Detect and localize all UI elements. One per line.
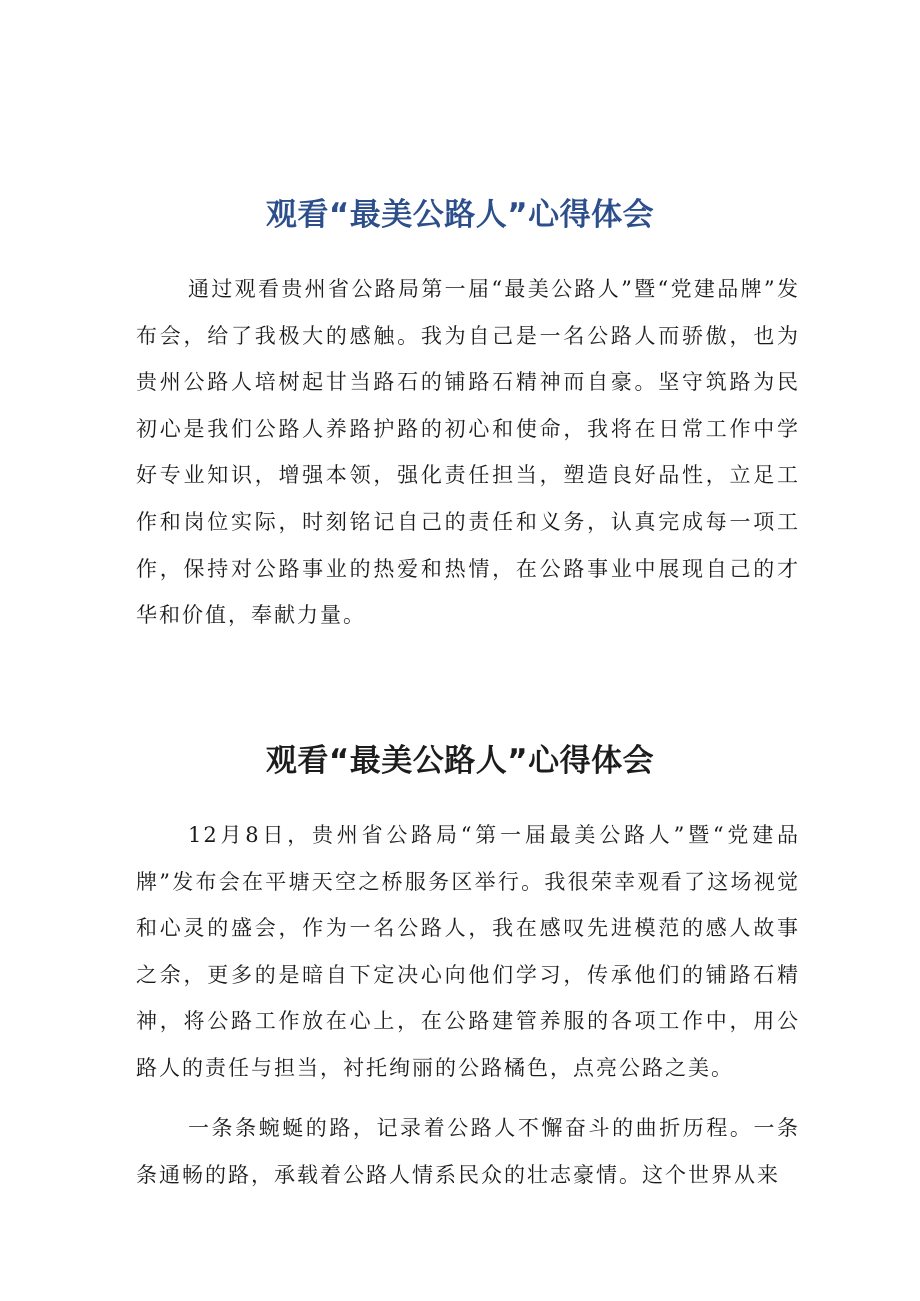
- section-2-title: 观看“最美公路人”心得体会: [265, 742, 655, 779]
- section-2-paragraph-2: 一条条蜿蜒的路，记录着公路人不懈奋斗的曲折历程。一条条通畅的路，承载着公路人情系民众的壮志豪情。这个世界从来: [136, 1116, 800, 1187]
- section-1-title: 观看“最美公路人”心得体会: [265, 196, 655, 233]
- section-2-paragraph-1: 12月8日，贵州省公路局“第一届最美公路人”暨“党建品牌”发布会在平塘天空之桥服务区举行。我很荣幸观看了这场视觉和心灵的盛会，作为一名公路人，我在感叹先进模范的感人故事之余，更多的是暗自下定决心向他们学习，传承他们的铺路石精神，将公路工作放在心上，在公路建管养服的各项工作中，用公路人的责任与担当，衬托绚丽的公路橘色，点亮公路之美。: [136, 823, 800, 1080]
- section-1-paragraph: 通过观看贵州省公路局第一届“最美公路人”暨“党建品牌”发布会，给了我极大的感触。我为自己是一名公路人而骄傲，也为贵州公路人培树起甘当路石的铺路石精神而自豪。坚守筑路为民初心是我们公路人养路护路的初心和使命，我将在日常工作中学好专业知识，增强本领，强化责任担当，塑造良好品性，立足工作和岗位实际，时刻铭记自己的责任和义务，认真完成每一项工作，保持对公路事业的热爱和热情，在公路事业中展现自己的才华和价值，奉献力量。: [136, 277, 800, 628]
